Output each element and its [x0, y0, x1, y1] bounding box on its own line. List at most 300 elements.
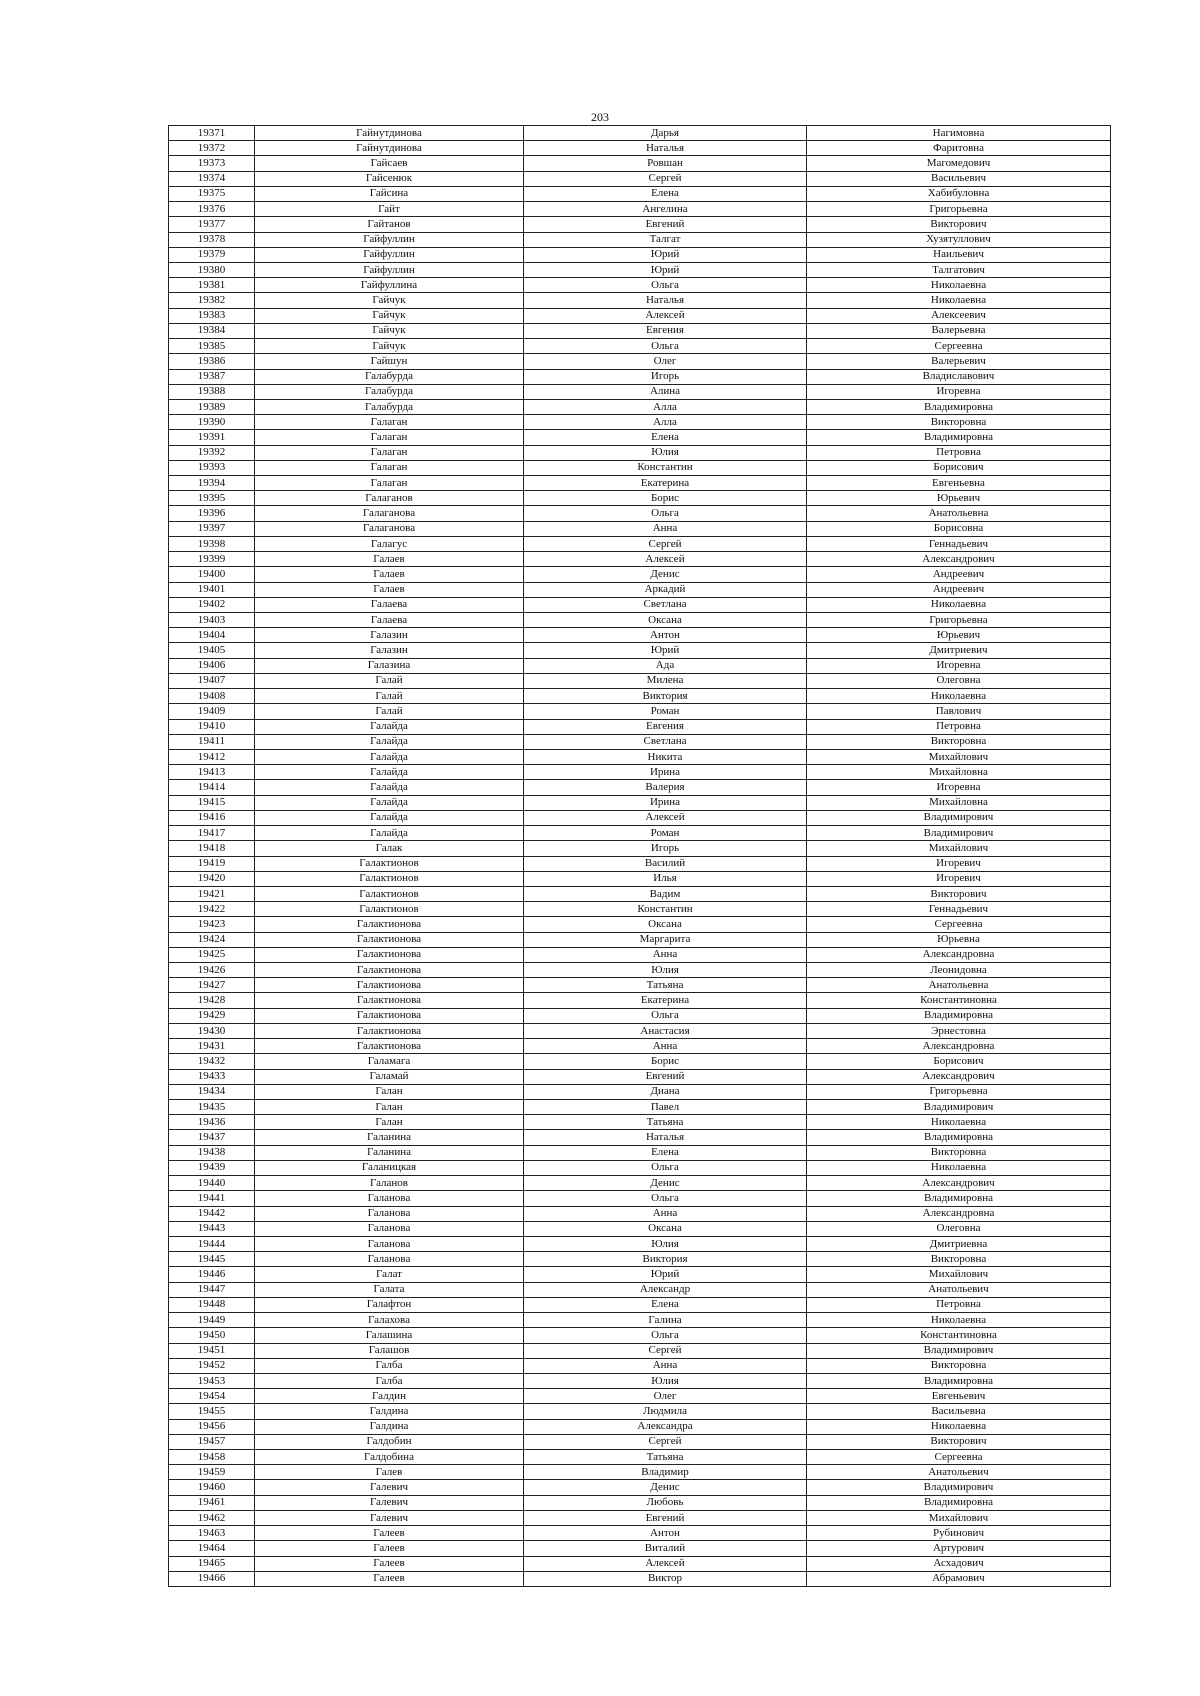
surname-cell: Галдина	[255, 1404, 524, 1419]
table-row	[169, 1039, 1111, 1054]
first-name-cell: Денис	[524, 1480, 807, 1495]
table-row	[169, 1282, 1111, 1297]
patronymic-cell: Владимирович	[807, 1343, 1111, 1358]
patronymic-cell: Михайлович	[807, 1267, 1111, 1282]
patronymic-cell: Владимировна	[807, 1191, 1111, 1206]
surname-cell: Галевич	[255, 1510, 524, 1525]
table-row	[169, 643, 1111, 658]
first-name-cell: Алина	[524, 384, 807, 399]
first-name-cell: Сергей	[524, 536, 807, 551]
patronymic-cell: Эрнестовна	[807, 1023, 1111, 1038]
first-name-cell: Василий	[524, 856, 807, 871]
table-row	[169, 156, 1111, 171]
surname-cell: Галба	[255, 1373, 524, 1388]
table-row	[169, 521, 1111, 536]
first-name-cell: Наталья	[524, 293, 807, 308]
row-number: 19396	[169, 506, 255, 521]
row-number: 19461	[169, 1495, 255, 1510]
patronymic-cell: Александровна	[807, 1206, 1111, 1221]
first-name-cell: Екатерина	[524, 993, 807, 1008]
patronymic-cell: Владимировна	[807, 430, 1111, 445]
first-name-cell: Вадим	[524, 886, 807, 901]
patronymic-cell: Сергеевна	[807, 1450, 1111, 1465]
patronymic-cell: Асхадович	[807, 1556, 1111, 1571]
patronymic-cell: Валерьевна	[807, 323, 1111, 338]
patronymic-cell: Геннадьевич	[807, 536, 1111, 551]
surname-cell: Галаган	[255, 476, 524, 491]
surname-cell: Галафтон	[255, 1297, 524, 1312]
surname-cell: Галай	[255, 673, 524, 688]
surname-cell: Галайда	[255, 765, 524, 780]
patronymic-cell: Михайловна	[807, 795, 1111, 810]
patronymic-cell: Магомедович	[807, 156, 1111, 171]
table-row	[169, 704, 1111, 719]
first-name-cell: Анна	[524, 1206, 807, 1221]
table-row	[169, 567, 1111, 582]
patronymic-cell: Владимирович	[807, 826, 1111, 841]
first-name-cell: Ольга	[524, 1008, 807, 1023]
surname-cell: Гайчук	[255, 339, 524, 354]
table-row	[169, 536, 1111, 551]
table-row	[169, 1450, 1111, 1465]
patronymic-cell: Владимирович	[807, 1100, 1111, 1115]
table-row	[169, 841, 1111, 856]
first-name-cell: Светлана	[524, 597, 807, 612]
row-number: 19397	[169, 521, 255, 536]
patronymic-cell: Михайловна	[807, 765, 1111, 780]
surname-cell: Галаева	[255, 613, 524, 628]
row-number: 19437	[169, 1130, 255, 1145]
row-number: 19425	[169, 947, 255, 962]
first-name-cell: Анна	[524, 521, 807, 536]
table-row	[169, 476, 1111, 491]
first-name-cell: Галина	[524, 1313, 807, 1328]
table-row	[169, 749, 1111, 764]
row-number: 19443	[169, 1221, 255, 1236]
row-number: 19398	[169, 536, 255, 551]
table-row	[169, 1343, 1111, 1358]
surname-cell: Галаницкая	[255, 1160, 524, 1175]
first-name-cell: Виктория	[524, 689, 807, 704]
patronymic-cell: Николаевна	[807, 1313, 1111, 1328]
surname-cell: Гайтанов	[255, 217, 524, 232]
patronymic-cell: Викторовна	[807, 1145, 1111, 1160]
first-name-cell: Борис	[524, 491, 807, 506]
table-row	[169, 1236, 1111, 1251]
patronymic-cell: Нагимовна	[807, 126, 1111, 141]
surname-cell: Галактионов	[255, 902, 524, 917]
row-number: 19406	[169, 658, 255, 673]
table-row	[169, 1571, 1111, 1586]
row-number: 19452	[169, 1358, 255, 1373]
row-number: 19423	[169, 917, 255, 932]
row-number: 19441	[169, 1191, 255, 1206]
table-row	[169, 217, 1111, 232]
patronymic-cell: Васильевич	[807, 171, 1111, 186]
first-name-cell: Татьяна	[524, 1450, 807, 1465]
surname-cell: Галактионова	[255, 917, 524, 932]
surname-cell: Галеев	[255, 1556, 524, 1571]
table-row	[169, 628, 1111, 643]
surname-cell: Галанова	[255, 1206, 524, 1221]
table-row	[169, 232, 1111, 247]
row-number: 19399	[169, 552, 255, 567]
surname-cell: Галактионова	[255, 947, 524, 962]
patronymic-cell: Геннадьевич	[807, 902, 1111, 917]
patronymic-cell: Николаевна	[807, 689, 1111, 704]
first-name-cell: Наталья	[524, 1130, 807, 1145]
first-name-cell: Александр	[524, 1282, 807, 1297]
patronymic-cell: Владимировна	[807, 1495, 1111, 1510]
surname-cell: Галактионова	[255, 993, 524, 1008]
table-row	[169, 1389, 1111, 1404]
first-name-cell: Павел	[524, 1100, 807, 1115]
first-name-cell: Игорь	[524, 841, 807, 856]
patronymic-cell: Талгатович	[807, 262, 1111, 277]
patronymic-cell: Алексеевич	[807, 308, 1111, 323]
row-number: 19426	[169, 963, 255, 978]
surname-cell: Галайда	[255, 734, 524, 749]
row-number: 19381	[169, 278, 255, 293]
surname-cell: Галанова	[255, 1221, 524, 1236]
surname-cell: Галабурда	[255, 399, 524, 414]
first-name-cell: Юлия	[524, 963, 807, 978]
patronymic-cell: Анатольевич	[807, 1282, 1111, 1297]
surname-cell: Галай	[255, 689, 524, 704]
table-row	[169, 1160, 1111, 1175]
table-row	[169, 141, 1111, 156]
row-number: 19407	[169, 673, 255, 688]
first-name-cell: Ольга	[524, 1191, 807, 1206]
row-number: 19460	[169, 1480, 255, 1495]
surname-cell: Галанова	[255, 1252, 524, 1267]
table-row	[169, 1510, 1111, 1525]
row-number: 19404	[169, 628, 255, 643]
surname-cell: Галанина	[255, 1145, 524, 1160]
first-name-cell: Ангелина	[524, 202, 807, 217]
surname-cell: Галайда	[255, 749, 524, 764]
table-row	[169, 1495, 1111, 1510]
row-number: 19387	[169, 369, 255, 384]
first-name-cell: Ольга	[524, 1160, 807, 1175]
patronymic-cell: Григорьевна	[807, 613, 1111, 628]
row-number: 19457	[169, 1434, 255, 1449]
first-name-cell: Наталья	[524, 141, 807, 156]
row-number: 19445	[169, 1252, 255, 1267]
first-name-cell: Дарья	[524, 126, 807, 141]
surname-cell: Галактионов	[255, 886, 524, 901]
row-number: 19419	[169, 856, 255, 871]
patronymic-cell: Борисович	[807, 460, 1111, 475]
row-number: 19451	[169, 1343, 255, 1358]
table-row	[169, 1100, 1111, 1115]
table-row	[169, 1313, 1111, 1328]
first-name-cell: Татьяна	[524, 978, 807, 993]
surname-cell: Галактионова	[255, 1023, 524, 1038]
first-name-cell: Алла	[524, 415, 807, 430]
row-number: 19410	[169, 719, 255, 734]
surname-cell: Галай	[255, 704, 524, 719]
patronymic-cell: Петровна	[807, 1297, 1111, 1312]
patronymic-cell: Григорьевна	[807, 1084, 1111, 1099]
surname-cell: Галдобин	[255, 1434, 524, 1449]
table-row	[169, 247, 1111, 262]
table-row	[169, 963, 1111, 978]
patronymic-cell: Сергеевна	[807, 339, 1111, 354]
table-row	[169, 1008, 1111, 1023]
surname-cell: Галаев	[255, 582, 524, 597]
patronymic-cell: Рубинович	[807, 1526, 1111, 1541]
surname-cell: Галагус	[255, 536, 524, 551]
row-number: 19379	[169, 247, 255, 262]
table-row	[169, 202, 1111, 217]
surname-cell: Галанина	[255, 1130, 524, 1145]
surname-cell: Галактионов	[255, 856, 524, 871]
first-name-cell: Ада	[524, 658, 807, 673]
table-row	[169, 719, 1111, 734]
row-number: 19434	[169, 1084, 255, 1099]
first-name-cell: Виталий	[524, 1541, 807, 1556]
table-row	[169, 1541, 1111, 1556]
first-name-cell: Анна	[524, 1039, 807, 1054]
patronymic-cell: Артурович	[807, 1541, 1111, 1556]
first-name-cell: Елена	[524, 1145, 807, 1160]
first-name-cell: Татьяна	[524, 1115, 807, 1130]
patronymic-cell: Евгеньевич	[807, 1389, 1111, 1404]
table-row	[169, 1465, 1111, 1480]
surname-cell: Галактионова	[255, 978, 524, 993]
row-number: 19374	[169, 171, 255, 186]
surname-cell: Галаганова	[255, 506, 524, 521]
table-row	[169, 293, 1111, 308]
row-number: 19429	[169, 1008, 255, 1023]
row-number: 19415	[169, 795, 255, 810]
row-number: 19413	[169, 765, 255, 780]
table-row	[169, 399, 1111, 414]
first-name-cell: Сергей	[524, 1343, 807, 1358]
first-name-cell: Анастасия	[524, 1023, 807, 1038]
table-row	[169, 1434, 1111, 1449]
row-number: 19430	[169, 1023, 255, 1038]
first-name-cell: Игорь	[524, 369, 807, 384]
patronymic-cell: Леонидовна	[807, 963, 1111, 978]
first-name-cell: Аркадий	[524, 582, 807, 597]
row-number: 19464	[169, 1541, 255, 1556]
patronymic-cell: Петровна	[807, 445, 1111, 460]
table-row	[169, 262, 1111, 277]
row-number: 19421	[169, 886, 255, 901]
first-name-cell: Анна	[524, 1358, 807, 1373]
patronymic-cell: Владиславович	[807, 369, 1111, 384]
row-number: 19378	[169, 232, 255, 247]
patronymic-cell: Петровна	[807, 719, 1111, 734]
surname-cell: Галев	[255, 1465, 524, 1480]
first-name-cell: Антон	[524, 1526, 807, 1541]
row-number: 19394	[169, 476, 255, 491]
table-row	[169, 1404, 1111, 1419]
surname-cell: Гайчук	[255, 293, 524, 308]
table-row	[169, 354, 1111, 369]
surname-cell: Галазин	[255, 643, 524, 658]
patronymic-cell: Николаевна	[807, 1160, 1111, 1175]
table-row	[169, 430, 1111, 445]
patronymic-cell: Васильевна	[807, 1404, 1111, 1419]
surname-cell: Галайда	[255, 795, 524, 810]
patronymic-cell: Игоревна	[807, 658, 1111, 673]
table-row	[169, 552, 1111, 567]
patronymic-cell: Григорьевна	[807, 202, 1111, 217]
row-number: 19411	[169, 734, 255, 749]
first-name-cell: Виктория	[524, 1252, 807, 1267]
patronymic-cell: Дмитриевич	[807, 643, 1111, 658]
row-number: 19417	[169, 826, 255, 841]
table-row	[169, 1130, 1111, 1145]
patronymic-cell: Александрович	[807, 1176, 1111, 1191]
first-name-cell: Алексей	[524, 810, 807, 825]
first-name-cell: Оксана	[524, 917, 807, 932]
first-name-cell: Юрий	[524, 643, 807, 658]
surname-cell: Галабурда	[255, 369, 524, 384]
patronymic-cell: Абрамович	[807, 1571, 1111, 1586]
table-row	[169, 689, 1111, 704]
surname-cell: Галдобина	[255, 1450, 524, 1465]
surname-cell: Гайчук	[255, 308, 524, 323]
patronymic-cell: Викторовна	[807, 1252, 1111, 1267]
first-name-cell: Оксана	[524, 1221, 807, 1236]
first-name-cell: Илья	[524, 871, 807, 886]
first-name-cell: Олег	[524, 354, 807, 369]
surname-cell: Гайсаев	[255, 156, 524, 171]
row-number: 19377	[169, 217, 255, 232]
surname-cell: Гайт	[255, 202, 524, 217]
first-name-cell: Владимир	[524, 1465, 807, 1480]
patronymic-cell: Викторович	[807, 217, 1111, 232]
row-number: 19432	[169, 1054, 255, 1069]
patronymic-cell: Константиновна	[807, 1328, 1111, 1343]
surname-cell: Галаганова	[255, 521, 524, 536]
first-name-cell: Талгат	[524, 232, 807, 247]
patronymic-cell: Михайлович	[807, 749, 1111, 764]
patronymic-cell: Анатольевна	[807, 978, 1111, 993]
surname-cell: Галактионова	[255, 963, 524, 978]
row-number: 19385	[169, 339, 255, 354]
surname-cell: Галактионова	[255, 1039, 524, 1054]
table-row	[169, 339, 1111, 354]
first-name-cell: Светлана	[524, 734, 807, 749]
patronymic-cell: Борисович	[807, 1054, 1111, 1069]
patronymic-cell: Владимировна	[807, 1008, 1111, 1023]
surname-cell: Галан	[255, 1115, 524, 1130]
table-row	[169, 1084, 1111, 1099]
table-row	[169, 658, 1111, 673]
table-row	[169, 597, 1111, 612]
first-name-cell: Олег	[524, 1389, 807, 1404]
surname-cell: Гайсина	[255, 186, 524, 201]
first-name-cell: Евгений	[524, 217, 807, 232]
row-number: 19414	[169, 780, 255, 795]
row-number: 19389	[169, 399, 255, 414]
first-name-cell: Ольга	[524, 1328, 807, 1343]
row-number: 19409	[169, 704, 255, 719]
row-number: 19465	[169, 1556, 255, 1571]
patronymic-cell: Михайлович	[807, 841, 1111, 856]
first-name-cell: Антон	[524, 628, 807, 643]
surname-cell: Галдин	[255, 1389, 524, 1404]
patronymic-cell: Владимирович	[807, 1480, 1111, 1495]
row-number: 19450	[169, 1328, 255, 1343]
row-number: 19446	[169, 1267, 255, 1282]
table-row	[169, 978, 1111, 993]
first-name-cell: Юлия	[524, 1373, 807, 1388]
row-number: 19459	[169, 1465, 255, 1480]
table-row	[169, 734, 1111, 749]
surname-cell: Галеев	[255, 1571, 524, 1586]
surname-cell: Галевич	[255, 1495, 524, 1510]
first-name-cell: Сергей	[524, 1434, 807, 1449]
surname-cell: Галата	[255, 1282, 524, 1297]
table-row	[169, 1191, 1111, 1206]
table-row	[169, 1267, 1111, 1282]
row-number: 19373	[169, 156, 255, 171]
patronymic-cell: Наильевич	[807, 247, 1111, 262]
table-row	[169, 993, 1111, 1008]
first-name-cell: Константин	[524, 902, 807, 917]
surname-cell: Галевич	[255, 1480, 524, 1495]
table-row	[169, 826, 1111, 841]
row-number: 19384	[169, 323, 255, 338]
table-row	[169, 323, 1111, 338]
row-number: 19375	[169, 186, 255, 201]
first-name-cell: Валерия	[524, 780, 807, 795]
table-row	[169, 308, 1111, 323]
row-number: 19390	[169, 415, 255, 430]
first-name-cell: Денис	[524, 1176, 807, 1191]
patronymic-cell: Викторовна	[807, 1358, 1111, 1373]
table-row	[169, 886, 1111, 901]
patronymic-cell: Александровна	[807, 947, 1111, 962]
first-name-cell: Юрий	[524, 262, 807, 277]
surname-cell: Галаган	[255, 430, 524, 445]
first-name-cell: Юлия	[524, 1236, 807, 1251]
surname-cell: Галахова	[255, 1313, 524, 1328]
row-number: 19447	[169, 1282, 255, 1297]
table-row	[169, 932, 1111, 947]
first-name-cell: Денис	[524, 567, 807, 582]
first-name-cell: Юрий	[524, 247, 807, 262]
table-row	[169, 1115, 1111, 1130]
patronymic-cell: Борисовна	[807, 521, 1111, 536]
patronymic-cell: Хузятуллович	[807, 232, 1111, 247]
table-row	[169, 369, 1111, 384]
row-number: 19424	[169, 932, 255, 947]
table-row	[169, 780, 1111, 795]
patronymic-cell: Юрьевна	[807, 932, 1111, 947]
table-row	[169, 415, 1111, 430]
table-row	[169, 1054, 1111, 1069]
patronymic-cell: Николаевна	[807, 278, 1111, 293]
patronymic-cell: Юрьевич	[807, 628, 1111, 643]
row-number: 19393	[169, 460, 255, 475]
surname-cell: Галан	[255, 1100, 524, 1115]
row-number: 19388	[169, 384, 255, 399]
patronymic-cell: Игоревич	[807, 871, 1111, 886]
row-number: 19380	[169, 262, 255, 277]
patronymic-cell: Олеговна	[807, 673, 1111, 688]
table-row	[169, 917, 1111, 932]
patronymic-cell: Александрович	[807, 552, 1111, 567]
row-number: 19440	[169, 1176, 255, 1191]
table-row	[169, 765, 1111, 780]
